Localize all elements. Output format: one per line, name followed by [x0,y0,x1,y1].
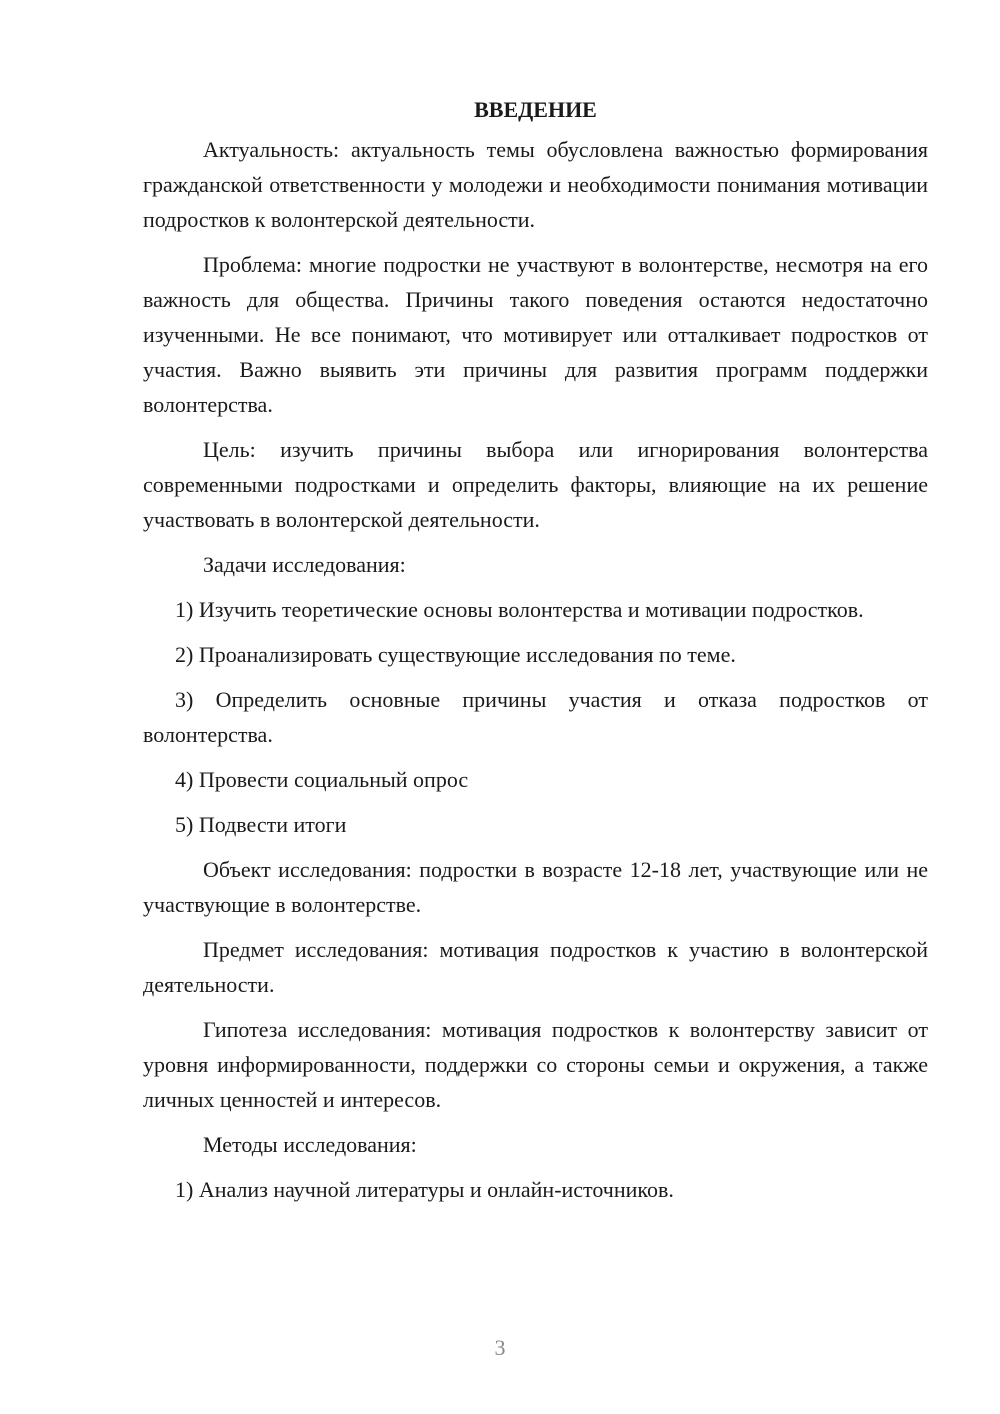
task-item: 2) Проанализировать существующие исследования по теме. [175,642,736,667]
subject-paragraph: Предмет исследования: мотивация подростков к участию в волонтерской деятельности. [143,937,928,997]
method-item: 1) Анализ научной литературы и онлайн-источников. [175,1177,674,1202]
task-item: 3) Определить основные причины участия и отказа подростков от волонтерства. [143,687,928,747]
task-item: 4) Провести социальный опрос [175,767,469,792]
goal-paragraph: Цель: изучить причины выбора или игнорирования волонтерства современными подростками и определить факторы, влияющие на их решение участвовать в волонтерской деятельности. [143,437,928,532]
relevance-paragraph: Актуальность: актуальность темы обусловлена важностью формирования гражданской ответственности у молодежи и необходимости понимания мотивации подростков к волонтерской деятельности. [143,137,928,232]
hypothesis-paragraph: Гипотеза исследования: мотивация подростков к волонтерству зависит от уровня информированности, поддержки со стороны семьи и окружения, а также личных ценностей и интересов. [143,1017,928,1112]
methods-title: Методы исследования: [203,1132,417,1157]
page-number: 3 [494,1335,506,1360]
tasks-title: Задачи исследования: [203,552,406,577]
section-heading: ВВЕДЕНИЕ [474,97,597,122]
task-item: 5) Подвести итоги [175,812,347,837]
task-item: 1) Изучить теоретические основы волонтерства и мотивации подростков. [175,597,864,622]
object-paragraph: Объект исследования: подростки в возрасте 12-18 лет, участвующие или не участвующие в волонтерстве. [143,857,928,917]
problem-paragraph: Проблема: многие подростки не участвуют в волонтерстве, несмотря на его важность для общества. Причины такого поведения остаются недостаточно изученными. Не все понимают, что мотивирует или отталкивает подростков от участия. Важно выявить эти причины для развития программ поддержки волонтерства. [143,252,928,417]
document-page [143,92,928,1217]
